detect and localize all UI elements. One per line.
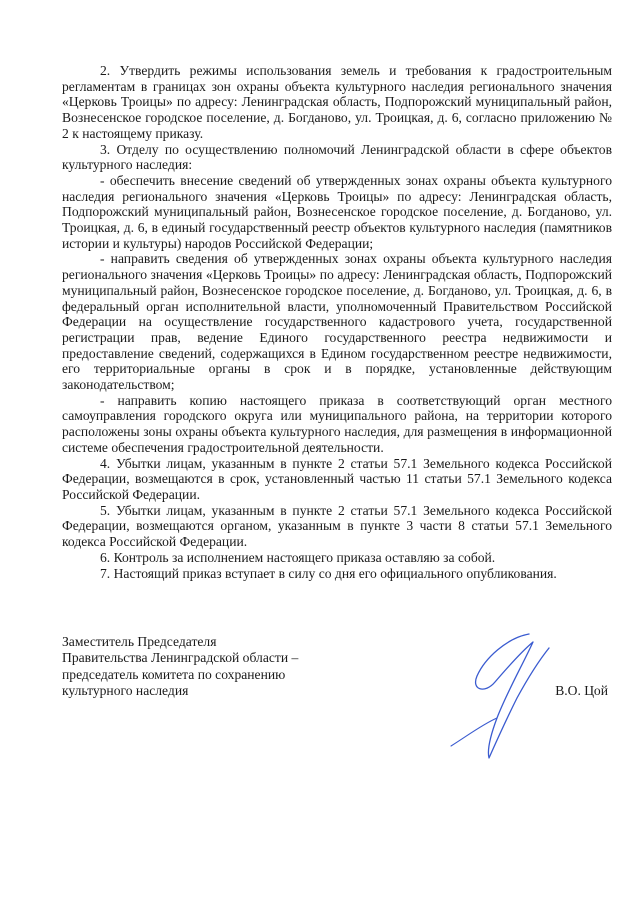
paragraph-3: 3. Отделу по осуществлению полномочий Ленинградской области в сфере объектов культурного наследия: [62, 141, 612, 173]
paragraph-6: 6. Контроль за исполнением настоящего приказа оставляю за собой. [100, 549, 496, 565]
paragraph-4: 4. Убытки лицам, указанным в пункте 2 статьи 57.1 Земельного кодекса Российской Федерации, возмещаются в срок, установленный частью 11 статьи 57.1 Земельного кодекса Российской Федерации. [62, 455, 612, 502]
paragraph-7: 7. Настоящий приказ вступает в силу со дня его официального опубликования. [100, 565, 557, 581]
paragraph-2: 2. Утвердить режимы использования земель и требования к градостроительным регламентам в границах зон охраны объекта культурного наследия регионального значения «Церковь Троицы» по адресу: Ленинградская область, Подпорожский муниципальный район, Вознесенское городское поселение, д. Богданово, ул. Троицкая, д. 6, согласно приложению № 2 к настоящему приказу. [62, 63, 612, 141]
paragraph-3-bullet-2: - направить сведения об утвержденных зонах охраны объекта культурного наследия регионального значения «Церковь Троицы» по адресу: Ленинградская область, Подпорожский муниципальный район, Вознесенское городское поселение, д. Богданово, ул. Троицкая, д. 6, в федеральный орган исполнительной власти, уполномоченный Правительством Российской Федерации на осуществление государственного кадастрового учета, государственной регистрации прав, ведение Единого государственного реестра недвижимости и предоставление сведений, содержащихся в Едином государственном реестре недвижимости, его территориальные органы в срок и в порядке, установленные действующим законодательством; [62, 251, 612, 393]
paragraph-3-bullet-3: - направить копию настоящего приказа в соответствующий орган местного самоуправления городского округа или муниципального района, на территории которого расположены зоны охраны объекта культурного наследия, для размещения в информационной системе обеспечения градостроительной деятельности. [62, 392, 612, 455]
document-body [62, 63, 612, 581]
signatory-title-line-1: Заместитель Председателя [62, 634, 217, 649]
signatory-title-line-2: Правительства Ленинградской области – [62, 650, 299, 666]
signatory-title-line-4: культурного наследия [62, 683, 189, 699]
handwritten-signature [437, 628, 557, 763]
signatory-title-line-3: председатель комитета по сохранению [62, 666, 286, 682]
paragraph-5: 5. Убытки лицам, указанным в пункте 2 статьи 57.1 Земельного кодекса Российской Федерации, возмещаются органом, указанным в пункте 3 части 8 статьи 57.1 Земельного кодекса Российской Федерации. [62, 502, 612, 550]
signatory-name: В.О. Цой [555, 683, 608, 698]
signature-block [62, 634, 612, 774]
paragraph-3-bullet-1: - обеспечить внесение сведений об утвержденных зонах охраны объекта культурного наследия регионального значения «Церковь Троицы» по адресу: Ленинградская область, Подпорожский муниципальный район, Вознесенское городское поселение, д. Богданово, ул. Троицкая, д. 6, в единый государственный реестр объектов культурного наследия (памятников истории и культуры) народов Российской Федерации; [62, 172, 612, 251]
signature-stroke [476, 634, 549, 758]
